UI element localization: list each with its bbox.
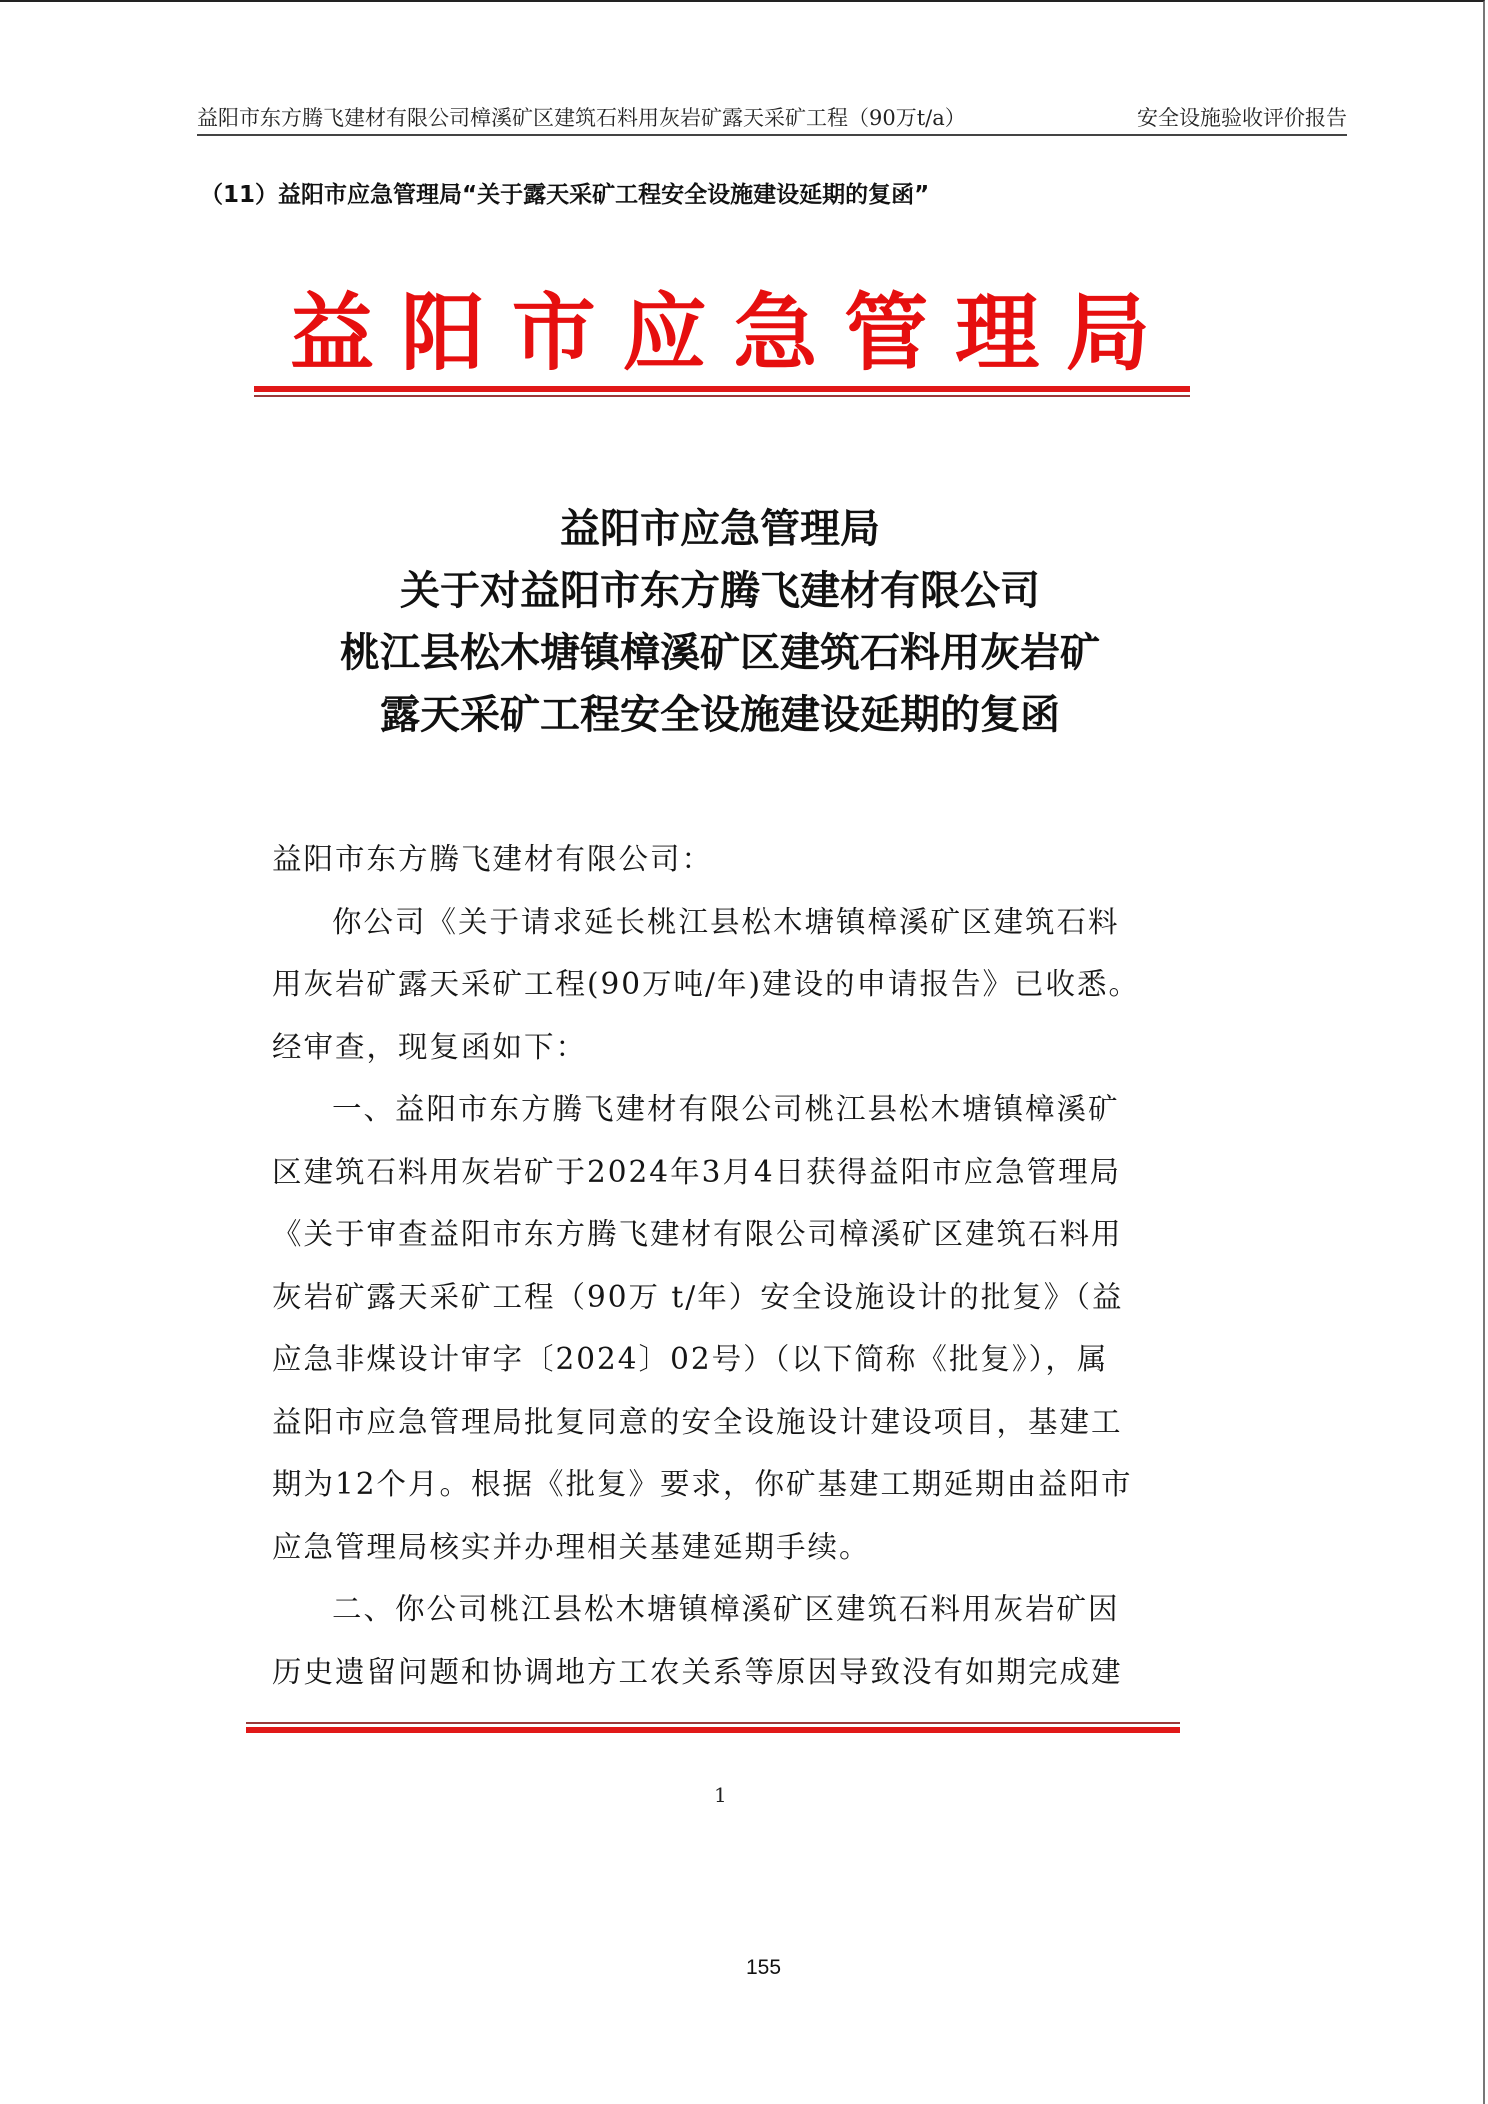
letter-line: 二、你公司桃江县松木塘镇樟溪矿区建筑石料用灰岩矿因 [332,1592,1120,1626]
document-title-line: 露天采矿工程安全设施建设延期的复函 [380,691,1060,738]
letter-line: 区建筑石料用灰岩矿于2024年3月4日获得益阳市应急管理局 [272,1154,1122,1189]
footer-red-rule [246,1722,1180,1734]
letter-line: 益阳市东方腾飞建材有限公司： [272,842,714,876]
letter-line: 应急非煤设计审字〔2024〕02号）（以下简称《批复》），属 [272,1342,1109,1376]
letterhead-char: 理 [955,283,1040,382]
letterhead-char: 应 [622,283,707,382]
letterhead-char: 管 [844,283,929,382]
running-header [197,104,1347,136]
letterhead-char: 局 [1065,283,1150,382]
letterhead-char: 阳 [400,283,485,382]
letter-line: 你公司《关于请求延长桃江县松木塘镇樟溪矿区建筑石料 [332,904,1120,939]
letterhead-char: 益 [290,283,375,382]
rule-thin-line [254,395,1190,397]
scan-page-number: 1 [714,1783,727,1807]
letterhead-char: 市 [511,283,596,382]
letterhead [290,285,1150,381]
letterhead-char: 急 [733,283,818,382]
document-title-line: 桃江县松木塘镇樟溪矿区建筑石料用灰岩矿 [340,629,1100,676]
rule-thick-line [246,1727,1180,1733]
letterhead-red-rule [254,386,1190,398]
document-title [220,498,1220,746]
document-title-line: 益阳市应急管理局 [560,505,880,552]
running-header-report-type: 安全设施验收评价报告 [1137,106,1347,130]
letter-line: 一、益阳市东方腾飞建材有限公司桃江县松木塘镇樟溪矿 [332,1092,1120,1126]
document-title-line: 关于对益阳市东方腾飞建材有限公司 [400,567,1040,614]
letter-line: 应急管理局核实并办理相关基建延期手续。 [272,1529,871,1564]
pdf-page-number: 155 [746,1956,782,1979]
rule-thin-line [246,1722,1180,1724]
letter-line: 《关于审查益阳市东方腾飞建材有限公司樟溪矿区建筑石料用 [272,1217,1123,1251]
running-header-project: 益阳市东方腾飞建材有限公司樟溪矿区建筑石料用灰岩矿露天采矿工程（90万t/a） [197,106,966,130]
section-caption: （11）益阳市应急管理局“关于露天采矿工程安全设施建设延期的复函” [200,182,930,208]
letter-line: 用灰岩矿露天采矿工程(90万吨/年)建设的申请报告》已收悉。 [272,967,1140,1001]
letter-line: 益阳市应急管理局批复同意的安全设施设计建设项目，基建工 [272,1404,1123,1439]
letter-line: 灰岩矿露天采矿工程（90万 t/年）安全设施设计的批复》（益 [272,1279,1124,1314]
letter-body [272,828,1172,1703]
letter-line: 经审查，现复函如下： [272,1029,588,1064]
rule-thick-line [254,386,1190,392]
letter-line: 期为12个月。根据《批复》要求，你矿基建工期延期由益阳市 [272,1467,1133,1501]
letter-line: 历史遗留问题和协调地方工农关系等原因导致没有如期完成建 [272,1654,1123,1689]
